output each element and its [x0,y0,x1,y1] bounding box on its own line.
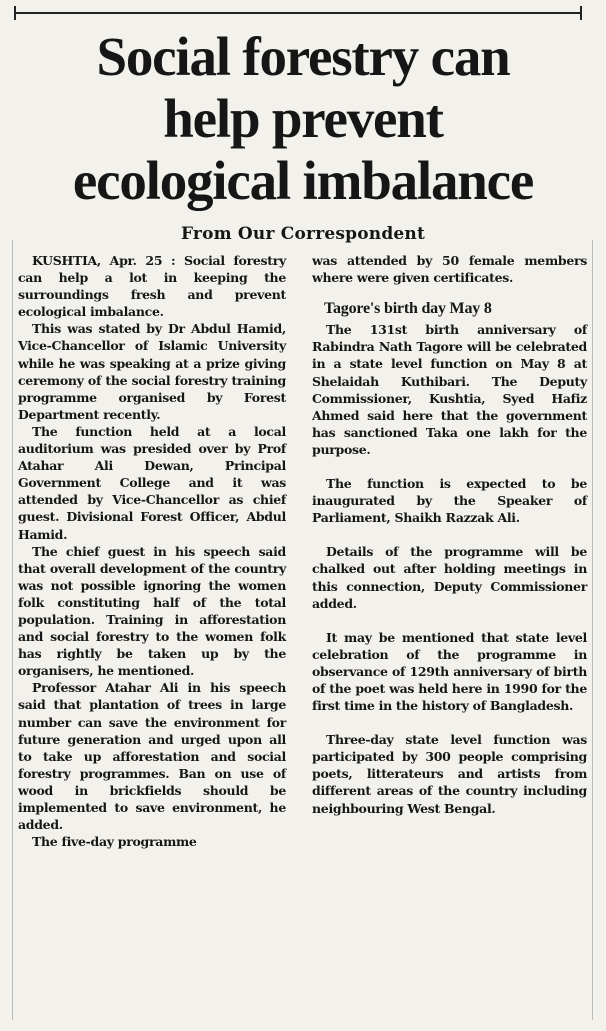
column-rule-left [12,240,13,1020]
subhead: Tagore's birth day May 8 [324,300,492,318]
right-column [312,252,587,817]
headline-line-3: ecological imbalance [72,150,534,211]
headline-line-2: help prevent [163,88,443,149]
paragraph: Three-day state level function was participated by 300 people comprising poets, litterateurs and artists from different areas of the country including neighbouring West Bengal. [312,732,587,816]
headline [14,26,592,212]
left-column [18,252,286,850]
paragraph: Professor Atahar Ali in his speech said that plantation of trees in large number can save the environment for future generation and urged upon all to take up afforestation and social forestry programmes. Ban on use of wood in brickfields should be implemented to save environment, he added. [18,680,286,833]
paragraph: It may be mentioned that state level celebration of the programme in observance of 129th anniversary of birth of the poet was held here in 1990 for the first time in the history of Bangladesh. [312,629,587,714]
headline-line-1: Social forestry can [96,26,510,87]
column-rule-right [592,240,593,1020]
top-rule [16,12,582,14]
paragraph: The function is expected to be inaugurated by the Speaker of Parliament, Shaikh Razzak Ali. [312,476,587,526]
paragraph: The chief guest in his speech said that overall development of the country was not possible ignoring the women folk constituting half of the total population. Training in afforestation and social forestry to the women folk has rightly be taken up by the organisers, he mentioned. [18,543,286,679]
paragraph-continued: was attended by 50 female members where were given certificates. [312,253,587,286]
paragraph: KUSHTIA, Apr. 25 : Social forestry can help a lot in keeping the surroundings fresh and prevent ecological imbalance. [18,253,286,320]
rule-tick-right [580,6,582,20]
paragraph: This was stated by Dr Abdul Hamid, Vice-Chancellor of Islamic University while he was speaking at a prize giving ceremony of the social forestry training programme organised by Forest Department recently. [18,321,286,422]
rule-tick-left [14,6,16,20]
byline: From Our Correspondent [180,224,426,244]
paragraph: The 131st birth anniversary of Rabindra Nath Tagore will be celebrated in a state level function on May 8 at Shelaidah Kuthibari. The Deputy Commissioner, Kushtia, Syed Hafiz Ahmed said here that the government has sanctioned Taka one lakh for the purpose. [312,322,587,457]
paragraph: The function held at a local auditorium was presided over by Prof Atahar Ali Dewan, Principal Government College and it was attended by Vice-Chancellor as chief guest. Divisional Forest Officer, Abdul Hamid. [18,423,286,542]
paragraph: The five-day programme [32,834,197,850]
paragraph: Details of the programme will be chalked out after holding meetings in this connection, Deputy Commissioner added. [312,544,587,611]
